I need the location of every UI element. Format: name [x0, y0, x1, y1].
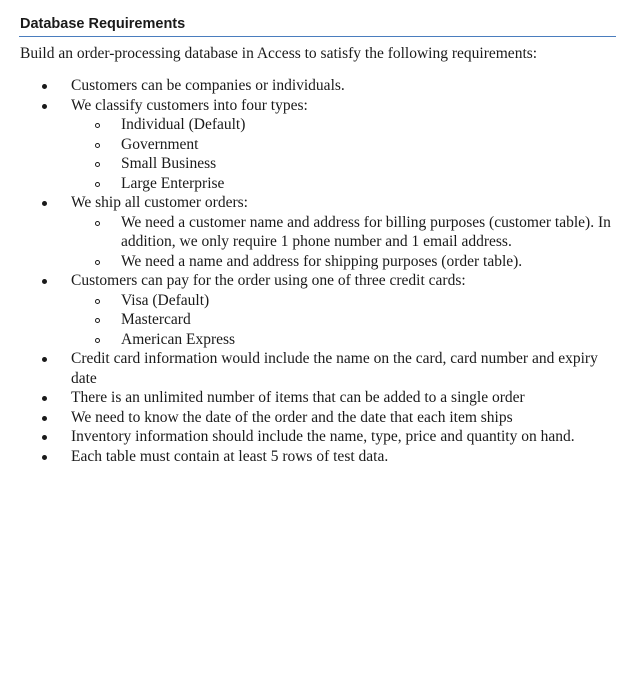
circle-bullet-icon: [95, 318, 100, 323]
requirement-subitem: [0, 252, 618, 272]
requirement-text: Each table must contain at least 5 rows of test data.: [71, 447, 389, 465]
requirement-text: Inventory information should include the name, type, price and quantity on hand.: [71, 428, 575, 445]
requirement-item: [0, 271, 618, 291]
circle-bullet-icon: [95, 123, 100, 128]
bullet-icon: [42, 416, 47, 421]
circle-bullet-icon: [95, 299, 100, 304]
requirement-text: There is an unlimited number of items that can be added to a single order: [71, 389, 525, 406]
requirement-text: We ship all customer orders:: [71, 194, 248, 211]
section-heading: Database Requirements: [20, 16, 186, 32]
requirement-subitem: [0, 291, 618, 311]
requirement-text: Visa (Default): [121, 291, 210, 309]
requirement-item: [0, 427, 618, 447]
requirement-text: Large Enterprise: [121, 174, 225, 192]
requirement-text: We classify customers into four types:: [71, 96, 308, 114]
requirement-subitem: [0, 115, 618, 135]
circle-bullet-icon: [95, 221, 100, 226]
requirement-subitem: [0, 154, 618, 174]
requirement-item: [0, 447, 618, 467]
requirement-subitem: [0, 213, 618, 252]
bullet-icon: [42, 84, 47, 89]
bullet-icon: [42, 455, 47, 460]
requirement-item: [0, 193, 618, 213]
requirement-text: Individual (Default): [121, 116, 246, 133]
requirement-text: American Express: [121, 330, 236, 348]
requirement-text: We need to know the date of the order and the date that each item ships: [71, 408, 513, 426]
requirement-text: Customers can pay for the order using one of three credit cards:: [71, 272, 466, 289]
circle-bullet-icon: [95, 338, 100, 343]
requirement-text: Mastercard: [121, 311, 191, 328]
bullet-icon: [42, 201, 47, 206]
requirement-text: Customers can be companies or individuals.: [71, 77, 345, 94]
requirement-text: Credit card information would include the name on the card, card number and expiry date: [71, 350, 598, 387]
bullet-icon: [42, 435, 47, 440]
intro-paragraph: Build an order-processing database in Access to satisfy the following requirements:: [20, 45, 538, 62]
circle-bullet-icon: [95, 260, 100, 265]
requirement-item: [0, 408, 618, 428]
requirement-item: [0, 349, 618, 388]
requirement-item: [0, 388, 618, 408]
bullet-icon: [42, 104, 47, 109]
circle-bullet-icon: [95, 162, 100, 167]
requirement-subitem: [0, 310, 618, 330]
circle-bullet-icon: [95, 143, 100, 148]
bullet-icon: [42, 396, 47, 401]
requirement-text: We need a customer name and address for billing purposes (customer table). In addition, we only require 1 phone number and 1 email address.: [121, 213, 611, 250]
heading-underline: [19, 36, 616, 37]
requirement-text: Small Business: [121, 155, 217, 172]
requirements-list: [0, 76, 618, 466]
requirement-item: [0, 96, 618, 116]
requirement-subitem: [0, 174, 618, 194]
bullet-icon: [42, 279, 47, 284]
requirement-subitem: [0, 330, 618, 350]
requirement-text: We need a name and address for shipping purposes (order table).: [121, 252, 523, 270]
requirement-item: [0, 76, 618, 96]
bullet-icon: [42, 357, 47, 362]
circle-bullet-icon: [95, 182, 100, 187]
requirement-text: Government: [121, 135, 199, 153]
requirement-subitem: [0, 135, 618, 155]
